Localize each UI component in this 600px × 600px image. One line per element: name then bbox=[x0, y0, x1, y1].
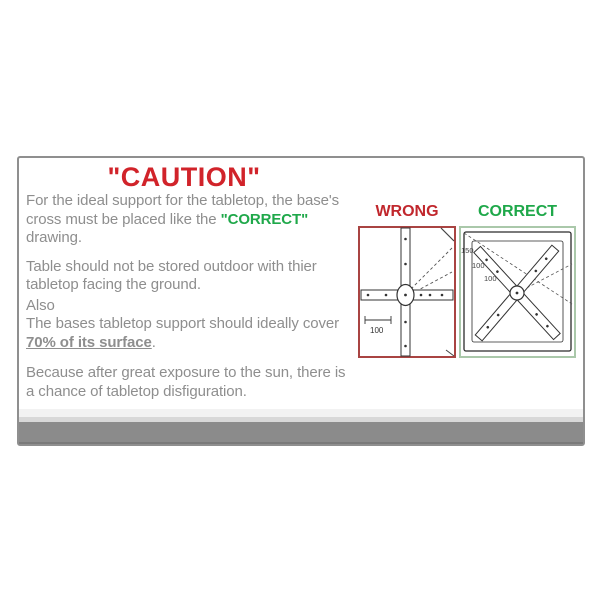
paragraph-sun-exposure: Because after great exposure to the sun, there is a chance of tabletop disfiguration. bbox=[26, 364, 346, 400]
paragraph-text: The bases tabletop support should ideally cover bbox=[26, 315, 339, 332]
correct-diagram bbox=[459, 226, 576, 358]
paragraph-also: Also bbox=[26, 296, 55, 314]
correct-highlight: "CORRECT" bbox=[220, 210, 309, 228]
paragraph-text: . bbox=[151, 333, 156, 351]
paragraph-coverage bbox=[26, 315, 356, 352]
caution-panel bbox=[17, 156, 585, 446]
center-hub-hole bbox=[516, 292, 519, 295]
dimension-100-label-b: 100 bbox=[484, 274, 497, 283]
paragraph-storage: Table should not be stored outdoor with thier tabletop facing the ground. bbox=[26, 257, 317, 293]
paragraph-text: drawing. bbox=[26, 229, 82, 246]
caution-title: "CAUTION" bbox=[107, 162, 261, 192]
wrong-diagram-label: WRONG bbox=[375, 203, 439, 220]
center-hub-hole bbox=[404, 294, 407, 297]
correct-diagram-label: CORRECT bbox=[477, 203, 558, 220]
dimension-150-label: 150 bbox=[461, 246, 474, 255]
footer-light-strip bbox=[19, 409, 583, 417]
surface-70pct-emphasis: 70% of its surface bbox=[26, 333, 152, 351]
paragraph-ideal-support bbox=[26, 192, 356, 248]
dimension-100-label-a: 100 bbox=[472, 261, 485, 270]
paragraph-text: For the ideal support for the tabletop, the base's cross must be placed like the bbox=[26, 192, 340, 228]
dimension-100-label: 100 bbox=[370, 326, 384, 335]
wrong-diagram bbox=[358, 226, 456, 358]
footer-gray-bar bbox=[19, 422, 583, 444]
caution-text-column bbox=[26, 192, 356, 401]
